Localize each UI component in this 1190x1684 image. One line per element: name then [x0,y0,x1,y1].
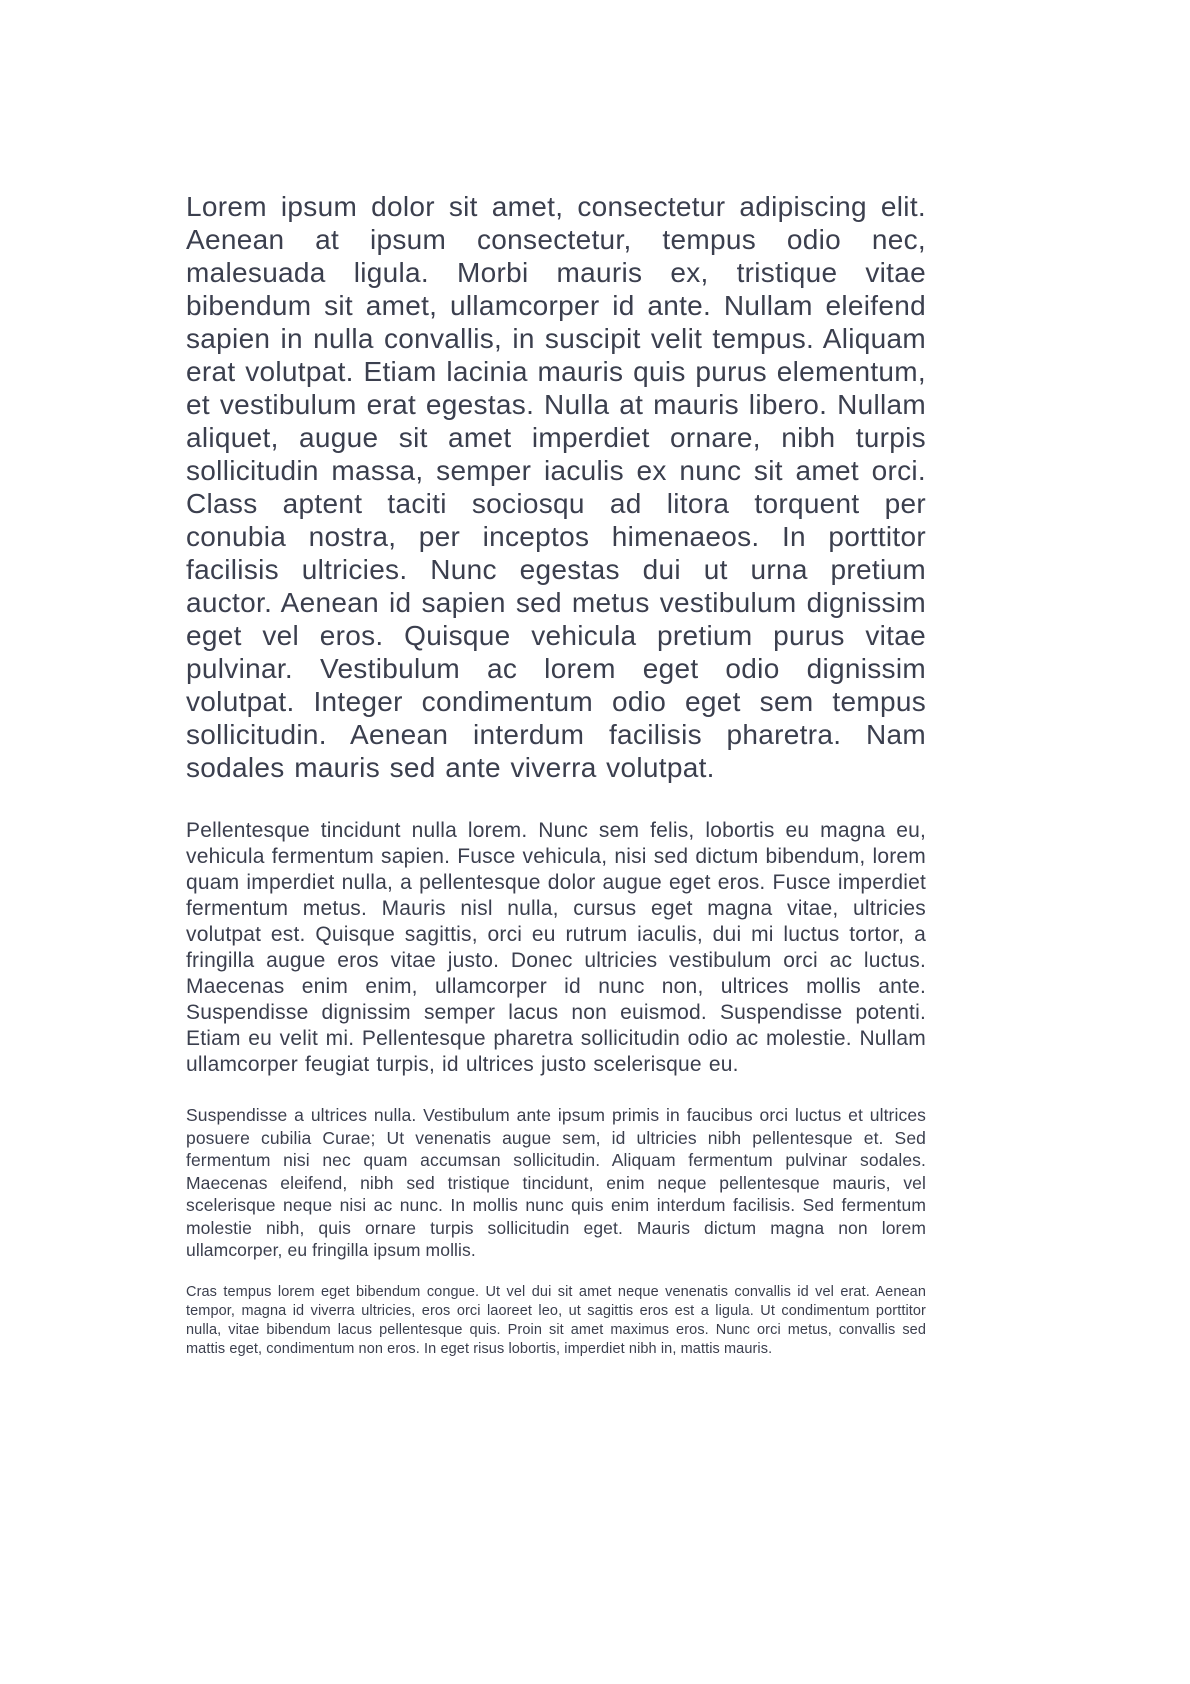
paragraph-fourth: Cras tempus lorem eget bibendum congue. Ut vel dui sit amet neque venenatis convallis id vel erat. Aenean tempor, magna id viverra ultricies, eros orci laoreet leo, ut sagittis eros est a ligula. Ut condimentum porttitor nulla, vitae bibendum lacus pellentesque quis. Proin sit amet maximus eros. Nunc orci metus, convallis sed mattis eget, condimentum non eros. In eget risus lobortis, imperdiet nibh in, mattis mauris. [186,1283,926,1357]
paragraph-second: Pellentesque tincidunt nulla lorem. Nunc sem felis, lobortis eu magna eu, vehicula fermentum sapien. Fusce vehicula, nisi sed dictum bibendum, lorem quam imperdiet nulla, a pellentesque dolor augue eget eros. Fusce imperdiet fermentum metus. Mauris nisl nulla, cursus eget magna vitae, ultricies volutpat est. Quisque sagittis, orci eu rutrum iaculis, dui mi luctus tortor, a fringilla augue eros vitae justo. Donec ultricies vestibulum orci ac luctus. Maecenas enim enim, ullamcorper id nunc non, ultrices mollis ante. Suspendisse dignissim semper lacus non euismod. Suspendisse potenti. Etiam eu velit mi. Pellentesque pharetra sollicitudin odio ac molestie. Nullam ullamcorper feugiat turpis, id ultrices justo scelerisque eu. [186,819,926,1076]
paragraph-lead: Lorem ipsum dolor sit amet, consectetur adipiscing elit. Aenean at ipsum consectetur, tempus odio nec, malesuada ligula. Morbi mauris ex, tristique vitae bibendum sit amet, ullamcorper id ante. Nullam eleifend sapien in nulla convallis, in suscipit velit tempus. Aliquam erat volutpat. Etiam lacinia mauris quis purus elementum, et vestibulum erat egestas. Nulla at mauris libero. Nullam aliquet, augue sit amet imperdiet ornare, nibh turpis sollicitudin massa, semper iaculis ex nunc sit amet orci. Class aptent taciti sociosqu ad litora torquent per conubia nostra, per inceptos himenaeos. In porttitor facilisis ultricies. Nunc egestas dui ut urna pretium auctor. Aenean id sapien sed metus vestibulum dignissim eget vel eros. Quisque vehicula pretium purus vitae pulvinar. Vestibulum ac lorem eget odio dignissim volutpat. Integer condimentum odio eget sem tempus sollicitudin. Aenean interdum facilisis pharetra. Nam sodales mauris sed ante viverra volutpat. [186,191,926,783]
paragraph-third: Suspendisse a ultrices nulla. Vestibulum ante ipsum primis in faucibus orci luctus et ultrices posuere cubilia Curae; Ut venenatis augue sem, id ultricies nibh pellentesque et. Sed fermentum nisi nec quam accumsan sollicitudin. Aliquam fermentum pulvinar sodales. Maecenas eleifend, nibh sed tristique tincidunt, enim neque pellentesque mauris, vel scelerisque neque nisi ac nunc. In mollis nunc quis enim interdum facilisis. Sed fermentum molestie nibh, quis ornare turpis sollicitudin eget. Mauris dictum magna non lorem ullamcorper, eu fringilla ipsum mollis. [186,1105,926,1260]
text-column [186,190,926,1359]
